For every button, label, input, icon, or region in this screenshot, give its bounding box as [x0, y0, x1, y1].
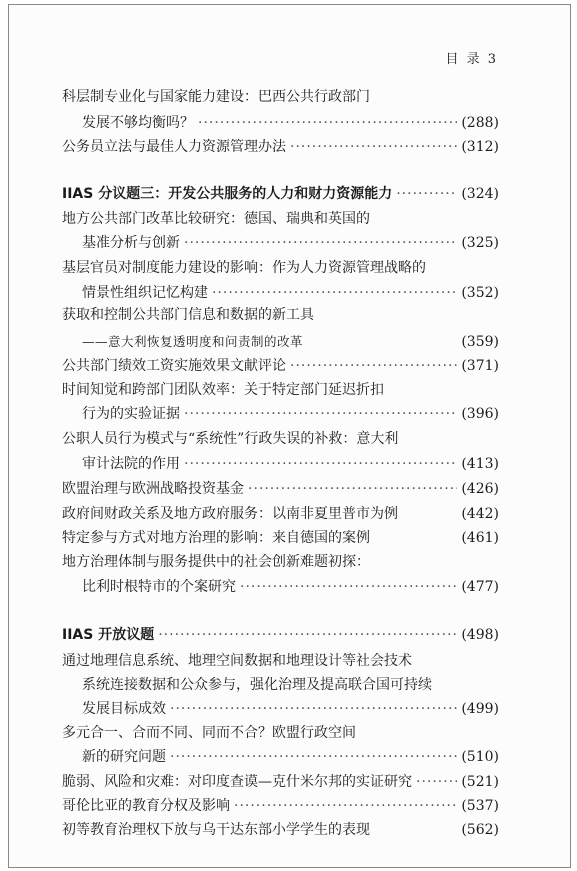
toc-entry-row — [82, 403, 499, 425]
toc-entry-title: 审计法院的作用 — [82, 456, 180, 472]
running-header: 目 录 3 — [445, 52, 498, 67]
leader-dots — [234, 795, 457, 817]
leader-dots — [212, 282, 457, 304]
page-number: (442) — [461, 506, 499, 522]
leader-dots — [396, 183, 457, 205]
toc-entry-row — [82, 453, 499, 475]
toc-entry-row — [62, 771, 499, 793]
toc-entry-title: 情景性组织记忆构建 — [82, 285, 208, 301]
toc-entry-title: 多元合一、合而不同、同而不合？欧盟行政空间 — [62, 725, 356, 741]
toc-entry-row — [62, 355, 499, 377]
toc-entry-title: 地方治理体制与服务提供中的社会创新难题初探： — [62, 554, 370, 570]
toc-entry-title: 公职人员行为模式与“系统性”行政失误的补救：意大利 — [62, 431, 399, 447]
toc-entry-row — [62, 819, 499, 841]
page-number: (396) — [461, 406, 499, 422]
section-heading-row — [62, 624, 499, 646]
toc-entry-title: 科层制专业化与国家能力建设：巴西公共行政部门 — [62, 89, 370, 105]
leader-dots — [184, 453, 457, 475]
toc-entry-row — [82, 282, 499, 304]
toc-entry-row — [62, 478, 499, 500]
toc-entry-row — [62, 503, 499, 525]
leader-dots — [170, 746, 457, 768]
page-number: (359) — [461, 334, 499, 350]
page-number: (562) — [461, 822, 499, 838]
toc-entry-title: 特定参与方式对地方治理的影响：来自德国的案例 — [62, 530, 370, 546]
page-number: (426) — [461, 481, 499, 497]
toc-entry-subtitle: ——意大利恢复透明度和问责制的改革 — [82, 334, 304, 349]
page-number: (499) — [461, 701, 499, 717]
toc-entry-title: 系统连接数据和公众参与，强化治理及提高联合国可持续 — [82, 677, 432, 693]
toc-entry-title: 比利时根特市的个案研究 — [82, 579, 236, 595]
toc-entry-title: 脆弱、风险和灾难：对印度查谟—克什米尔邦的实证研究 — [62, 774, 412, 790]
toc-entry-row — [62, 527, 499, 549]
toc-entry-row — [82, 112, 499, 134]
page-number: (413) — [461, 456, 499, 472]
page-number: (352) — [461, 285, 499, 301]
page-number: (521) — [461, 774, 499, 790]
leader-dots — [170, 698, 457, 720]
leader-dots — [184, 403, 457, 425]
leader-dots — [416, 771, 457, 793]
leader-dots — [158, 624, 457, 646]
toc-entry-row — [82, 698, 499, 720]
toc-entry-title: 哥伦比亚的教育分权及影响 — [62, 798, 230, 814]
toc-entry-title: 获取和控制公共部门信息和数据的新工具 — [62, 307, 314, 323]
section-heading-row — [62, 183, 499, 205]
toc-entry-title: 欧盟治理与欧洲战略投资基金 — [62, 481, 244, 497]
page-number: (324) — [461, 186, 499, 202]
toc-entry-title: 地方公共部门改革比较研究：德国、瑞典和英国的 — [62, 211, 370, 227]
toc-entry-row — [82, 331, 499, 353]
page-number: (325) — [461, 235, 499, 251]
toc-entry-title: 政府间财政关系及地方政府服务：以南非夏里普市为例 — [62, 506, 398, 522]
toc-entry-row — [62, 136, 499, 158]
page-number: (371) — [461, 358, 499, 374]
leader-dots — [198, 112, 457, 134]
leader-dots — [184, 232, 457, 254]
section-heading: IIAS 分议题三：开发公共服务的人力和财力资源能力 — [62, 186, 393, 202]
leader-dots — [248, 478, 457, 500]
toc-entry-title: 初等教育治理权下放与乌干达东部小学学生的表现 — [62, 822, 370, 838]
page-number: (477) — [461, 579, 499, 595]
page-number: (288) — [461, 115, 499, 131]
toc-entry-row — [82, 232, 499, 254]
leader-dots — [290, 136, 457, 158]
toc-entry-title: 基层官员对制度能力建设的影响：作为人力资源管理战略的 — [62, 260, 426, 276]
page-number: (510) — [461, 749, 499, 765]
toc-entry-title: 发展不够均衡吗？ — [82, 115, 194, 131]
toc-entry-title: 时间知觉和跨部门团队效率：关于特定部门延迟折扣 — [62, 382, 384, 398]
toc-entry-title: 通过地理信息系统、地理空间数据和地理设计等社会技术 — [62, 653, 412, 669]
toc-entry-title: 公共部门绩效工资实施效果文献评论 — [62, 358, 286, 374]
toc-entry-row — [62, 795, 499, 817]
toc-entry-title: 发展目标成效 — [82, 701, 166, 717]
page-number: (461) — [461, 530, 499, 546]
section-heading: IIAS 开放议题 — [62, 627, 155, 643]
toc-entry-title: 新的研究问题 — [82, 749, 166, 765]
toc-entry-row — [82, 576, 499, 598]
toc-entry-row — [82, 746, 499, 768]
leader-dots — [240, 576, 457, 598]
toc-entry-title: 行为的实验证据 — [82, 406, 180, 422]
toc-entry-title: 公务员立法与最佳人力资源管理办法 — [62, 139, 286, 155]
page-number: (312) — [461, 139, 499, 155]
page-number: (498) — [461, 627, 499, 643]
toc-entry-title: 基准分析与创新 — [82, 235, 180, 251]
page-number: (537) — [461, 798, 499, 814]
leader-dots — [290, 355, 457, 377]
